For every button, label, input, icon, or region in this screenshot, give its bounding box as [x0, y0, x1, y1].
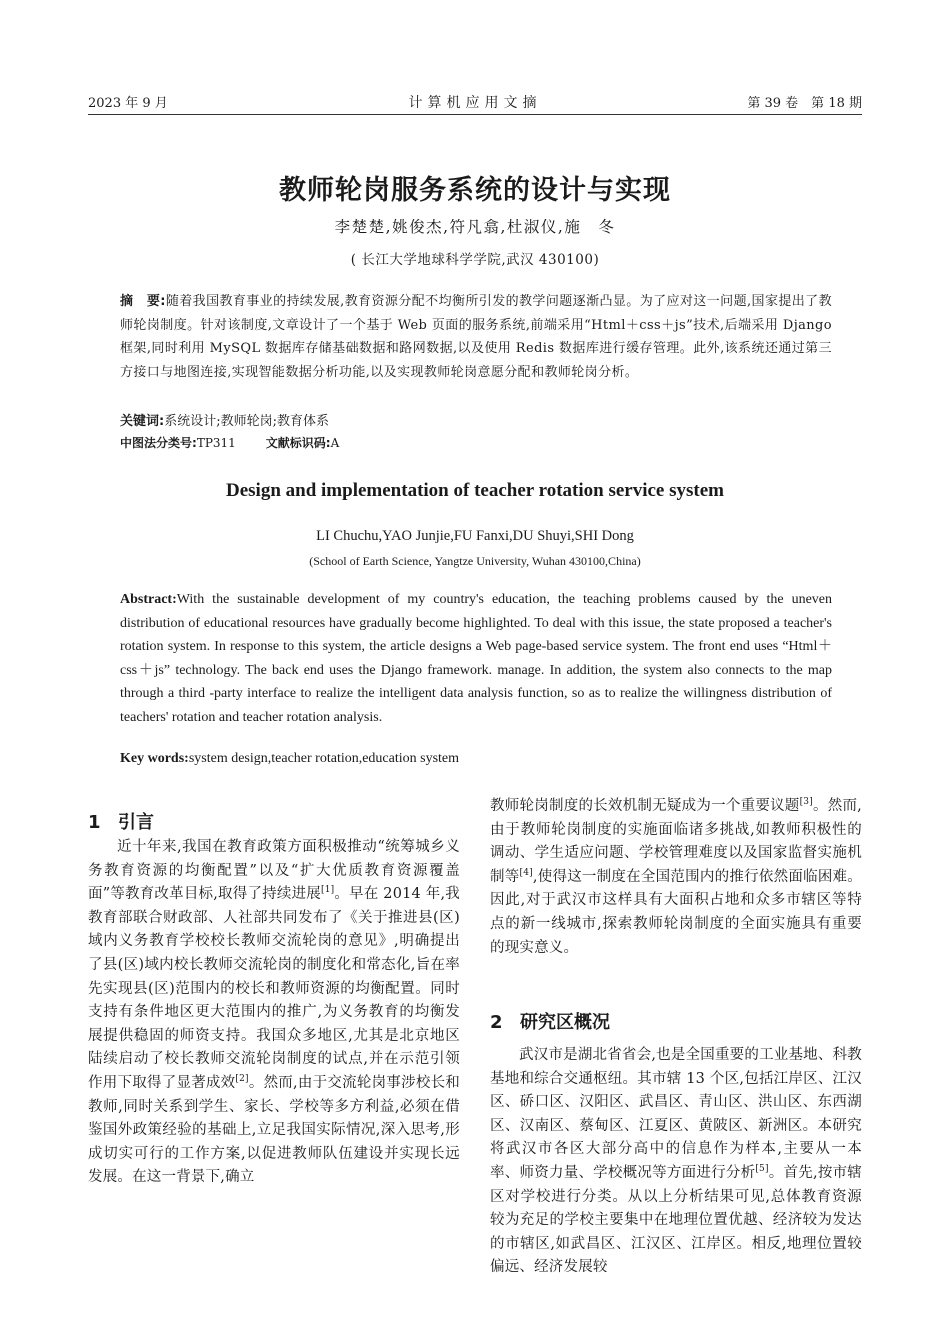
keywords-en	[120, 751, 459, 767]
section-1-heading	[88, 808, 154, 834]
section-2-text-a: 武汉市是湖北省省会,也是全国重要的工业基地、科教基地和综合交通枢纽。其市辖 13 个区,包括江岸区、江汉区、硚口区、汉阳区、武昌区、青山区、洪山区、东西湖区、汉南区、蔡甸区、江夏区、黄陂区、新洲区。本研究将武汉市各区大部分高中的信息作为样本,主要从一本率、师资力量、学校概况等方面进行分析	[490, 1047, 862, 1181]
keywords-en-text: system design,teacher rotation,education system	[188, 751, 460, 766]
citation-2: [2]	[235, 1074, 249, 1085]
section-2-heading	[490, 1008, 610, 1034]
left-column	[88, 836, 460, 1190]
affiliation-cn: ( 长江大学地球科学学院,武汉 430100)	[350, 252, 600, 268]
section-2-title: 研究区概况	[520, 1012, 610, 1033]
citation-5: [5]	[755, 1164, 769, 1175]
classification-cn	[120, 434, 339, 451]
section-1-cont-c: ,使得这一制度在全国范围内的推行依然面临困难。因此,对于武汉市这样具有大面积占地和众多市辖区等特点的新一线城市,探索教师轮岗制度的全面实施具有重要的现实意义。	[490, 868, 862, 956]
abstract-cn-label: 摘 要:	[120, 294, 166, 309]
keywords-en-label: Key words:	[120, 751, 189, 766]
section-1-number: 1	[88, 812, 101, 833]
keywords-cn-text: 系统设计;教师轮岗;教育体系	[164, 414, 329, 429]
citation-4: [4]	[519, 867, 533, 878]
right-column-continuation	[490, 795, 862, 960]
section-2-paragraph	[490, 1044, 862, 1280]
section-2-text-b: 。首先,按市辖区对学校进行分类。从以上分析结果可见,总体教育资源较为充足的学校主要集中在地理位置优越、经济较为发达的市辖区,如武昌区、江汉区、江岸区。相反,地理位置较偏远、经济发展较	[490, 1164, 862, 1276]
section-2-body	[490, 1044, 862, 1280]
citation-1: [1]	[320, 885, 335, 896]
abstract-en	[120, 588, 832, 729]
paper-title-cn: 教师轮岗服务系统的设计与实现	[279, 175, 671, 206]
header-volume-issue: 第 39 卷 第 18 期	[747, 96, 862, 111]
section-1-title: 引言	[118, 812, 154, 833]
doc-code-value: A	[330, 436, 340, 450]
section-1-text-c: 。然而,由于交流轮岗事涉校长和教师,同时关系到学生、家长、学校等多方利益,必须在借鉴国外政策经验的基础上,立足我国实际情况,深入思考,形成切实可行的工作方案,以促进教师队伍建设并实现长远发展。在这一背景下,确立	[88, 1074, 461, 1186]
abstract-en-label: Abstract:	[120, 592, 177, 607]
header-date: 2023 年 9 月	[88, 96, 168, 111]
keywords-cn-label: 关键词:	[120, 414, 165, 429]
authors-cn: 李楚楚,姚俊杰,符凡翕,杜淑仪,施 冬	[334, 218, 616, 236]
section-1-text-b: 。早在 2014 年,我教育部联合财政部、人社部共同发布了《关于推进县(区)域内义务教育学校校长教师交流轮岗的意见》,明确提出了县(区)域内校长教师交流轮岗的制度化和常态化,旨在率先实现县(区)范围内的校长和教师资源的均衡配置。同时支持有条件地区更大范围内的推广,为义务教育的均衡发展提供稳固的师资支持。我国众多地区,尤其是北京地区陆续启动了校长教师交流轮岗制度的试点,并在示范引领作用下取得了显著成效	[88, 886, 460, 1091]
citation-3: [3]	[799, 797, 813, 808]
clc-value: TP311	[196, 436, 236, 450]
affiliation-en: (School of Earth Science, Yangtze University, Wuhan 430100,China)	[309, 554, 641, 568]
section-1-text-a: 近十年来,我国在教育政策方面积极推动“统筹城乡义务教育资源的均衡配置”以及“扩大优质教育资源覆盖面”等教育改革目标,取得了持续进展	[88, 839, 460, 903]
authors-en: LI Chuchu,YAO Junjie,FU Fanxi,DU Shuyi,SHI Dong	[316, 528, 634, 544]
section-1-continuation	[490, 795, 862, 960]
abstract-en-text: With the sustainable development of my country's education, the teaching problems caused by the uneven distribution of educational resources have gradually become highlighted. To deal with this issue, the state proposed a teacher's rotation system. In response to this system, the article designs a Web page-based service system. The front end uses “Html＋css＋js” technology. The back end uses the Django framework. manage. In addition, the system also connects to the map through a third -party interface to realize the intelligent data analysis function, so as to realize the willingness distribution of teachers' rotation and teacher rotation analysis.	[120, 592, 832, 725]
clc-label: 中图法分类号:	[120, 436, 197, 450]
keywords-cn	[120, 410, 329, 429]
section-2-number: 2	[490, 1012, 503, 1033]
abstract-cn-text: 随着我国教育事业的持续发展,教育资源分配不均衡所引发的教学问题逐渐凸显。为了应对这一问题,国家提出了教师轮岗制度。针对该制度,文章设计了一个基于 Web 页面的服务系统,前端采用“Html＋css＋js”技术,后端采用 Django 框架,同时利用 MySQL 数据库存储基础数据和路网数据,以及使用 Redis 数据库进行缓存管理。此外,该系统还通过第三方接口与地图连接,实现智能数据分析功能,以及实现教师轮岗意愿分配和教师轮岗分析。	[120, 294, 832, 380]
paper-title-en: Design and implementation of teacher rotation service system	[226, 480, 724, 501]
header-journal-name: 计算机应用文摘	[408, 95, 542, 111]
section-1-paragraph	[88, 836, 460, 1190]
section-1-cont-a: 教师轮岗制度的长效机制无疑成为一个重要议题	[490, 798, 800, 814]
header-rule	[88, 114, 862, 115]
doc-code-label: 文献标识码:	[265, 436, 331, 450]
section-1-cont-b: 。然而,由于教师轮岗制度的实施面临诸多挑战,如教师积极性的调动、学生适应问题、学校管理难度以及国家监督实施机制等	[490, 798, 862, 885]
abstract-cn	[120, 290, 832, 384]
